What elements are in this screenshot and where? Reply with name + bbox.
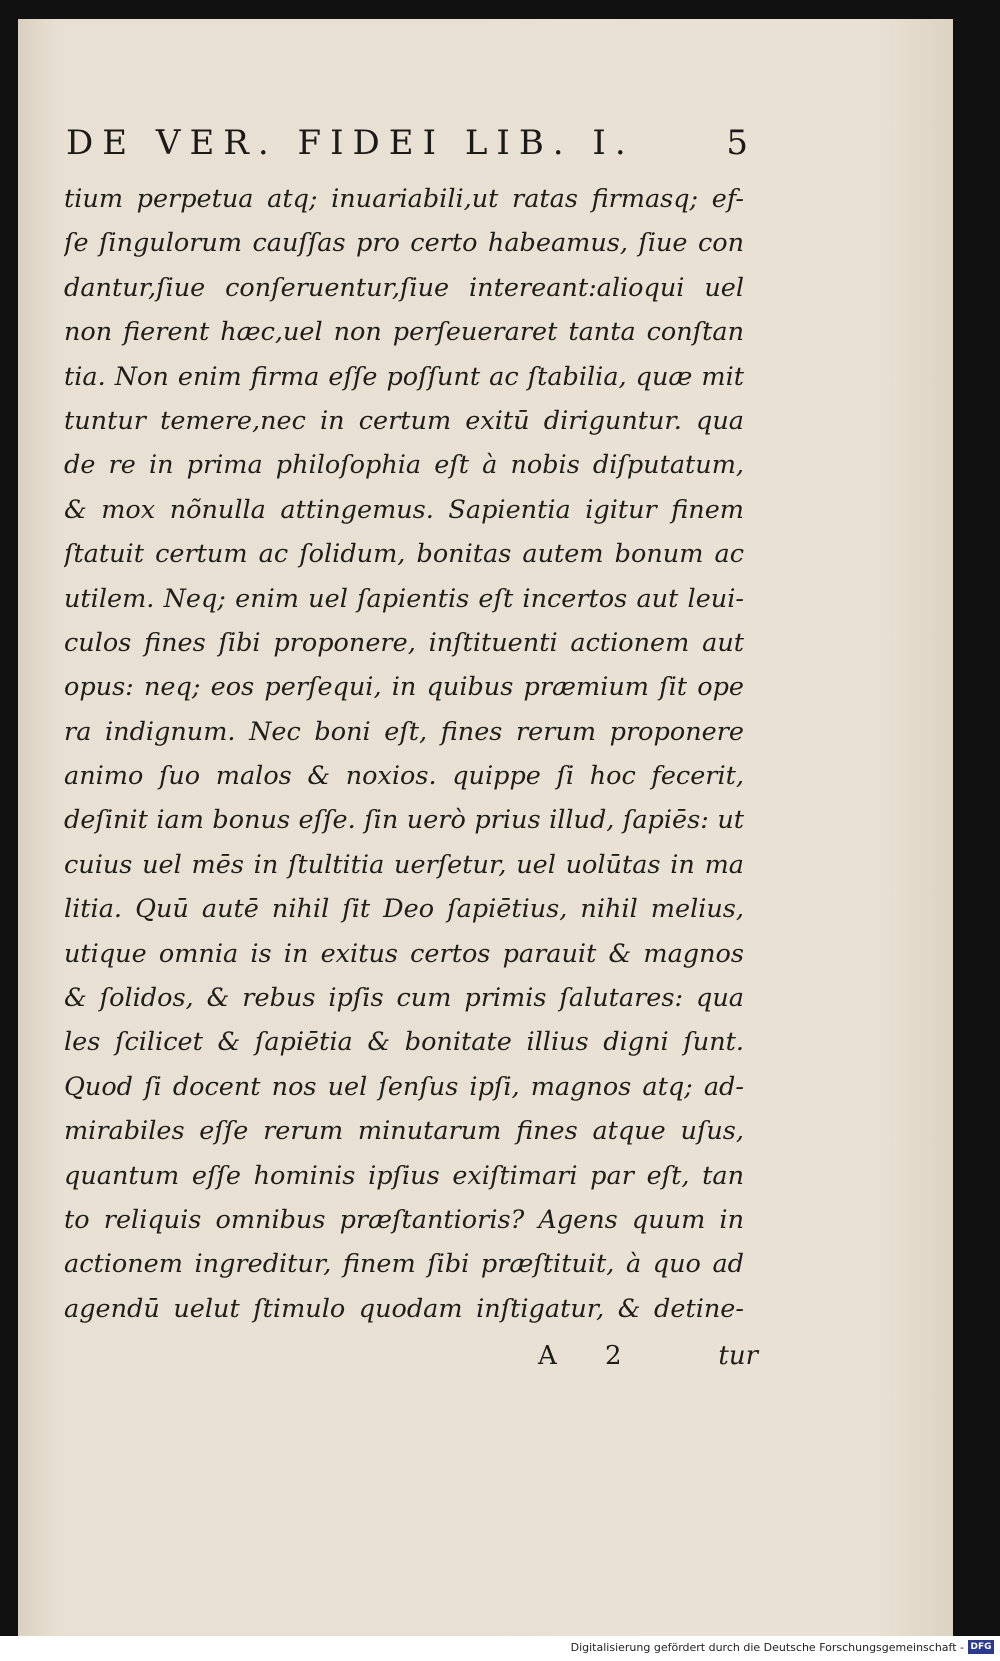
text-line: culos fines ſibi proponere, inſtituenti actionem aut	[64, 627, 744, 658]
dfg-logo: DFG	[968, 1640, 994, 1654]
text-line: tia. Non enim firma eſſe poſſunt ac ſtabilia, quæ mit	[64, 361, 744, 392]
text-line: to reliquis omnibus præſtantioris? Agens quum in	[64, 1204, 744, 1235]
book-page	[18, 19, 953, 1636]
text-line: tium perpetua atq; inuariabili,ut ratas firmasq; ef-	[64, 184, 744, 214]
text-line: opus: neq; eos perſequi, in quibus præmium ſit ope	[64, 672, 744, 703]
text-line: & ſolidos, & rebus ipſis cum primis ſalutares: qua	[64, 983, 744, 1014]
text-line: cuius uel mēs in ſtultitia uerſetur, uel uolūtas in ma	[64, 849, 744, 880]
text-line: non fierent hæc,uel non perſeueraret tanta conſtan	[64, 317, 744, 348]
text-line: actionem ingreditur, finem ſibi præſtituit, à quo ad	[64, 1249, 744, 1280]
digitization-footer	[0, 1636, 1000, 1661]
text-line: de re in prima philoſophia eſt à nobis diſputatum,	[64, 450, 744, 481]
text-line: agendū uelut ſtimulo quodam inſtigatur, & detine-	[64, 1293, 744, 1324]
text-line: Quod ſi docent nos uel ſenſus ipſi, magnos atq; ad-	[64, 1071, 744, 1102]
text-line: & mox nõnulla attingemus. Sapientia igitur finem	[64, 494, 744, 525]
text-line: tuntur temere,nec in certum exitū diriguntur. qua	[64, 405, 744, 436]
running-header	[66, 123, 746, 171]
text-line: ſe ſingulorum cauſſas pro certo habeamus, ſiue con	[64, 228, 744, 259]
text-line: litia. Quū autē nihil ſit Deo ſapiētius, nihil melius,	[64, 894, 744, 925]
running-title: DE VER. FIDEI LIB. I.	[66, 123, 635, 163]
text-line: mirabiles eſſe rerum minutarum fines atque uſus,	[64, 1116, 744, 1147]
text-line: deſinit iam bonus eſſe. ſin uerò prius illud, ſapiēs: ut	[64, 805, 744, 836]
text-line: quantum eſſe hominis ipſius exiſtimari par eſt, tan	[64, 1160, 744, 1191]
signature-line	[538, 1341, 758, 1381]
funding-credit: Digitalisierung gefördert durch die Deutsche Forschungsgemeinschaft -	[570, 1641, 964, 1654]
signature-mark: A 2	[538, 1341, 642, 1371]
body-text	[64, 177, 754, 1331]
page-number: 5	[726, 123, 748, 163]
text-line: utilem. Neq; enim uel ſapientis eſt incertos aut leui-	[64, 583, 744, 614]
text-line: ſtatuit certum ac ſolidum, bonitas autem bonum ac	[64, 539, 744, 570]
catchword: tur	[718, 1341, 758, 1371]
text-line: utique omnia is in exitus certos parauit & magnos	[64, 938, 744, 969]
text-line: ra indignum. Nec boni eſt, fines rerum proponere	[64, 716, 744, 747]
text-line: les ſcilicet & ſapiētia & bonitate illius digni ſunt.	[64, 1027, 744, 1058]
text-line: dantur,ſiue conſeruentur,ſiue intereant:alioqui uel	[64, 272, 744, 303]
text-line: animo ſuo malos & noxios. quippe ſi hoc fecerit,	[64, 761, 744, 792]
